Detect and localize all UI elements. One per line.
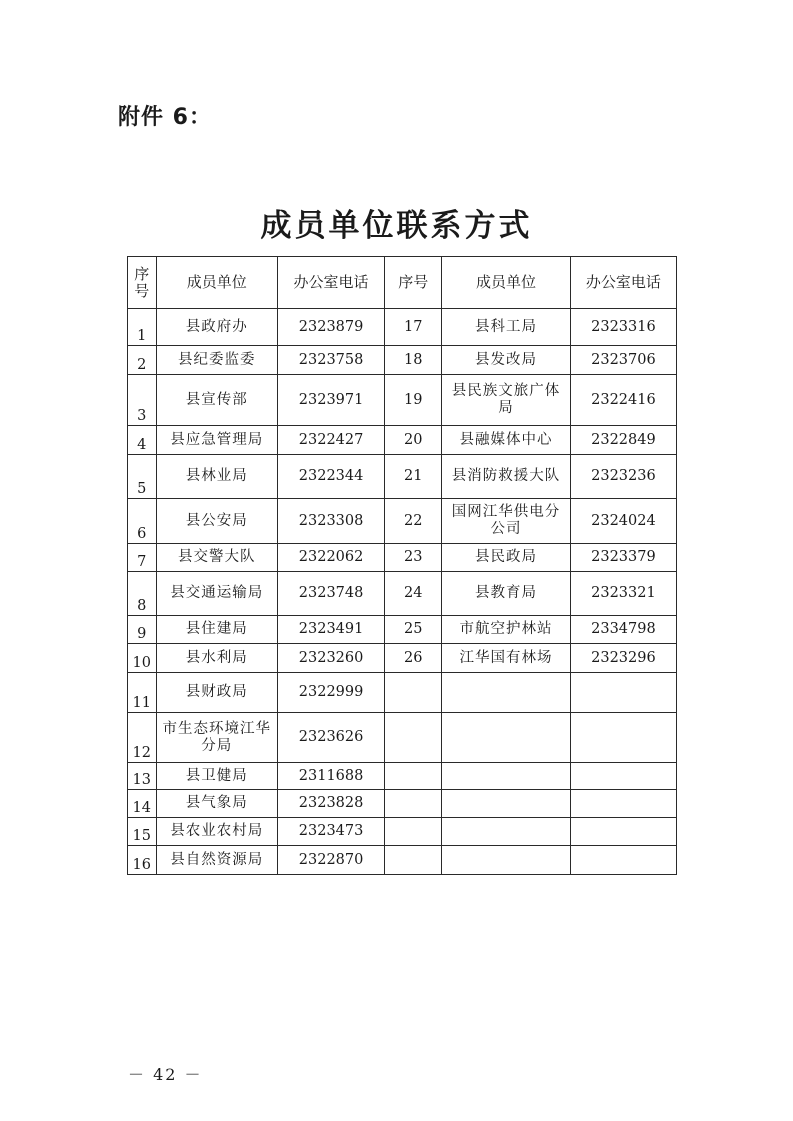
row-unit-left: 县自然资源局 [156, 846, 277, 875]
row-unit-right [442, 763, 571, 790]
table-body [128, 309, 677, 875]
row-unit-left: 县财政局 [156, 673, 277, 713]
row-phone-right [570, 790, 676, 818]
row-phone-left: 2322999 [277, 673, 384, 713]
header-row [128, 257, 677, 309]
header-seq-left: 序号 [128, 257, 157, 309]
table-row [128, 346, 677, 375]
header-phone-right: 办公室电话 [570, 257, 676, 309]
row-seq-right: 22 [385, 499, 442, 544]
row-phone-right: 2322849 [570, 426, 676, 455]
row-unit-right [442, 790, 571, 818]
row-unit-left: 县政府办 [156, 309, 277, 346]
row-phone-left: 2323971 [277, 375, 384, 426]
table-row [128, 846, 677, 875]
row-phone-left: 2323828 [277, 790, 384, 818]
row-unit-right [442, 846, 571, 875]
row-seq-right: 21 [385, 455, 442, 499]
row-unit-right: 县消防救援大队 [442, 455, 571, 499]
row-seq-right: 25 [385, 616, 442, 644]
row-seq-right [385, 763, 442, 790]
row-unit-right: 江华国有林场 [442, 644, 571, 673]
row-seq-left: 12 [128, 713, 157, 763]
row-phone-left: 2322062 [277, 544, 384, 572]
row-phone-left: 2323473 [277, 818, 384, 846]
row-phone-left: 2323879 [277, 309, 384, 346]
table-row [128, 790, 677, 818]
row-phone-right: 2323379 [570, 544, 676, 572]
row-seq-left: 7 [128, 544, 157, 572]
row-seq-left: 10 [128, 644, 157, 673]
row-seq-right: 20 [385, 426, 442, 455]
row-phone-left: 2322344 [277, 455, 384, 499]
row-unit-left: 县农业农村局 [156, 818, 277, 846]
row-unit-right: 市航空护林站 [442, 616, 571, 644]
table-row [128, 455, 677, 499]
row-unit-right [442, 818, 571, 846]
row-unit-left: 县气象局 [156, 790, 277, 818]
row-seq-left: 4 [128, 426, 157, 455]
header-unit-right: 成员单位 [442, 257, 571, 309]
row-unit-left: 县交警大队 [156, 544, 277, 572]
row-phone-right: 2323236 [570, 455, 676, 499]
row-unit-left: 县纪委监委 [156, 346, 277, 375]
row-seq-left: 9 [128, 616, 157, 644]
row-phone-right: 2323706 [570, 346, 676, 375]
row-unit-right: 县融媒体中心 [442, 426, 571, 455]
row-unit-right [442, 713, 571, 763]
row-unit-left: 县宣传部 [156, 375, 277, 426]
table-row [128, 426, 677, 455]
row-unit-right: 国网江华供电分公司 [442, 499, 571, 544]
row-unit-right: 县发改局 [442, 346, 571, 375]
row-seq-right [385, 818, 442, 846]
table-row [128, 544, 677, 572]
table-row [128, 375, 677, 426]
row-phone-right [570, 713, 676, 763]
row-phone-right: 2323316 [570, 309, 676, 346]
table-row [128, 673, 677, 713]
row-seq-left: 15 [128, 818, 157, 846]
row-seq-left: 14 [128, 790, 157, 818]
row-unit-left: 县交通运输局 [156, 572, 277, 616]
row-seq-left: 5 [128, 455, 157, 499]
row-seq-right: 26 [385, 644, 442, 673]
row-phone-right [570, 763, 676, 790]
row-seq-left: 16 [128, 846, 157, 875]
row-seq-right: 19 [385, 375, 442, 426]
row-unit-left: 县水利局 [156, 644, 277, 673]
row-phone-left: 2323260 [277, 644, 384, 673]
row-seq-left: 6 [128, 499, 157, 544]
row-unit-right: 县科工局 [442, 309, 571, 346]
table-row [128, 572, 677, 616]
row-phone-left: 2323758 [277, 346, 384, 375]
table-row [128, 499, 677, 544]
attachment-label: 附件 6： [118, 105, 212, 130]
header-seq-right: 序号 [385, 257, 442, 309]
table-row [128, 713, 677, 763]
row-phone-right: 2323296 [570, 644, 676, 673]
row-seq-right: 24 [385, 572, 442, 616]
row-phone-right [570, 818, 676, 846]
row-seq-left: 13 [128, 763, 157, 790]
row-unit-right: 县民族文旅广体局 [442, 375, 571, 426]
row-seq-left: 3 [128, 375, 157, 426]
row-seq-right: 23 [385, 544, 442, 572]
row-phone-left: 2322427 [277, 426, 384, 455]
contacts-table [127, 256, 677, 875]
row-phone-left: 2311688 [277, 763, 384, 790]
table-row [128, 644, 677, 673]
row-phone-right: 2324024 [570, 499, 676, 544]
row-seq-right: 17 [385, 309, 442, 346]
row-unit-left: 市生态环境江华分局 [156, 713, 277, 763]
table-row [128, 763, 677, 790]
row-seq-left: 1 [128, 309, 157, 346]
row-unit-right: 县教育局 [442, 572, 571, 616]
row-unit-left: 县应急管理局 [156, 426, 277, 455]
row-phone-left: 2323491 [277, 616, 384, 644]
row-phone-right [570, 673, 676, 713]
row-seq-left: 11 [128, 673, 157, 713]
table-row [128, 818, 677, 846]
row-seq-right [385, 846, 442, 875]
header-phone-left: 办公室电话 [277, 257, 384, 309]
row-phone-left: 2323748 [277, 572, 384, 616]
row-phone-right [570, 846, 676, 875]
table-row [128, 616, 677, 644]
row-phone-left: 2323626 [277, 713, 384, 763]
row-unit-right: 县民政局 [442, 544, 571, 572]
page-number: － 42 － [128, 1065, 203, 1084]
row-seq-right [385, 673, 442, 713]
row-seq-right [385, 790, 442, 818]
row-seq-right [385, 713, 442, 763]
document-title: 成员单位联系方式 [260, 208, 533, 244]
row-unit-right [442, 673, 571, 713]
row-unit-left: 县公安局 [156, 499, 277, 544]
row-unit-left: 县林业局 [156, 455, 277, 499]
header-unit-left: 成员单位 [156, 257, 277, 309]
row-unit-left: 县卫健局 [156, 763, 277, 790]
row-phone-right: 2323321 [570, 572, 676, 616]
row-phone-left: 2323308 [277, 499, 384, 544]
row-unit-left: 县住建局 [156, 616, 277, 644]
table-row [128, 309, 677, 346]
row-seq-left: 8 [128, 572, 157, 616]
row-phone-right: 2322416 [570, 375, 676, 426]
row-seq-left: 2 [128, 346, 157, 375]
row-phone-right: 2334798 [570, 616, 676, 644]
row-phone-left: 2322870 [277, 846, 384, 875]
row-seq-right: 18 [385, 346, 442, 375]
